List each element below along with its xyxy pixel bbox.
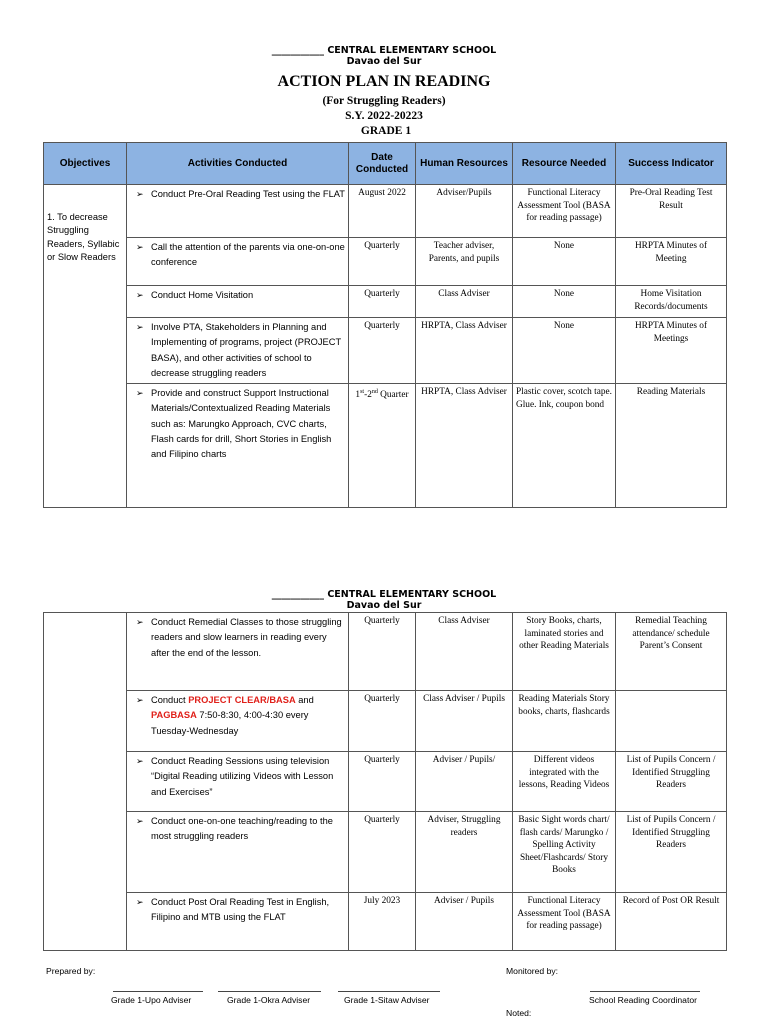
column-header: Date Conducted [349, 143, 416, 185]
school-name: ___________ CENTRAL ELEMENTARY SCHOOL [271, 45, 497, 56]
arrow-bullet-icon: ➢ [136, 388, 144, 399]
noted-label: Noted: [506, 1008, 532, 1018]
human-resources-cell: Adviser / Pupils/ [416, 752, 513, 812]
page-title: ACTION PLAN IN READING [277, 73, 491, 90]
indicator-cell: Reading Materials [616, 384, 727, 508]
arrow-bullet-icon: ➢ [136, 695, 144, 705]
indicator-cell: Remedial Teaching attendance/ schedule Parent’s Consent [616, 613, 727, 691]
human-resources-cell: Adviser, Struggling readers [416, 812, 513, 893]
arrow-bullet-icon: ➢ [136, 322, 144, 332]
action-plan-table-2 [43, 612, 727, 951]
resource-cell: Plastic cover, scotch tape. Glue. Ink, coupon bond [513, 384, 616, 508]
table-row [44, 286, 727, 318]
prepared-by-label: Prepared by: [46, 966, 96, 976]
activity-cell: ➢ Conduct Home Visitation [127, 286, 349, 318]
signature-line [590, 991, 700, 992]
signature-line [113, 991, 203, 992]
date-cell: 1st-2nd Quarter [349, 384, 416, 508]
human-resources-cell: HRPTA, Class Adviser [416, 318, 513, 384]
date-cell: Quarterly [349, 613, 416, 691]
date-cell: Quarterly [349, 238, 416, 286]
indicator-cell: List of Pupils Concern / Identified Struggling Readers [616, 752, 727, 812]
resource-cell: Functional Literacy Assessment Tool (BASA for reading passage) [513, 185, 616, 238]
arrow-bullet-icon: ➢ [136, 189, 144, 199]
arrow-bullet-icon: ➢ [136, 617, 144, 627]
column-header: Resource Needed [513, 143, 616, 185]
objective-cell-blank [44, 613, 127, 951]
date-cell: July 2023 [349, 893, 416, 951]
human-resources-cell: Class Adviser [416, 286, 513, 318]
date-cell: Quarterly [349, 752, 416, 812]
resource-cell: Basic Sight words chart/ flash cards/ Marungko / Spelling Activity Sheet/Flashcards/ Story Books [513, 812, 616, 893]
resource-cell: None [513, 286, 616, 318]
table-row [44, 812, 727, 893]
signatory-coordinator: School Reading Coordinator [589, 995, 697, 1005]
column-header: Success Indicator [616, 143, 727, 185]
school-name-page2: ___________ CENTRAL ELEMENTARY SCHOOL [271, 589, 497, 600]
column-header: Objectives [44, 143, 127, 185]
signatory-okra: Grade 1-Okra Adviser [227, 995, 311, 1005]
human-resources-cell: Adviser / Pupils [416, 893, 513, 951]
school-year: S.Y. 2022-20223 [345, 110, 423, 122]
province: Davao del Sur [346, 56, 422, 67]
date-cell: Quarterly [349, 691, 416, 752]
resource-cell: Story Books, charts, laminated stories and other Reading Materials [513, 613, 616, 691]
table-row [44, 318, 727, 384]
indicator-cell: Home Visitation Records/documents [616, 286, 727, 318]
human-resources-cell: Class Adviser [416, 613, 513, 691]
resource-cell: None [513, 238, 616, 286]
table-row [44, 185, 727, 238]
activity-cell: ➢ Conduct PROJECT CLEAR/BASA and PAGBASA 7:50-8:30, 4:00-4:30 every Tuesday-Wednesday [127, 691, 349, 752]
table-row [44, 893, 727, 951]
table-row [44, 384, 727, 508]
page-subtitle: (For Struggling Readers) [322, 95, 446, 107]
arrow-bullet-icon: ➢ [136, 816, 144, 826]
indicator-cell: HRPTA Minutes of Meeting [616, 238, 727, 286]
indicator-cell [616, 691, 727, 752]
activity-cell: ➢ Conduct Remedial Classes to those struggling readers and slow learners in reading every after the end of the lesson. [127, 613, 349, 691]
arrow-bullet-icon: ➢ [136, 290, 144, 300]
column-header: Human Resources [416, 143, 513, 185]
signature-line [218, 991, 321, 992]
human-resources-cell: Class Adviser / Pupils [416, 691, 513, 752]
resource-cell: None [513, 318, 616, 384]
activity-cell: ➢ Conduct one-on-one teaching/reading to the most struggling readers [127, 812, 349, 893]
activity-cell: ➢ Involve PTA, Stakeholders in Planning and Implementing of programs, project (PROJECT BASA), and other activities of school to decrease struggling readers [127, 318, 349, 384]
resource-cell: Functional Literacy Assessment Tool (BASA for reading passage) [513, 893, 616, 951]
human-resources-cell: HRPTA, Class Adviser [416, 384, 513, 508]
activity-cell: ➢ Conduct Post Oral Reading Test in English, Filipino and MTB using the FLAT [127, 893, 349, 951]
date-cell: Quarterly [349, 286, 416, 318]
date-cell: Quarterly [349, 812, 416, 893]
activity-cell: ➢ Provide and construct Support Instructional Materials/Contextualized Reading Materials such as: Marungko Approach, CVC charts, Flash cards for drill, Short Stories in English and Filipino charts [127, 384, 349, 508]
table-row [44, 752, 727, 812]
monitored-by-label: Monitored by: [506, 966, 559, 976]
activity-cell: ➢ Conduct Reading Sessions using television “Digital Reading utilizing Videos with Lesson and Exercises” [127, 752, 349, 812]
human-resources-cell: Adviser/Pupils [416, 185, 513, 238]
signatory-sitaw: Grade 1-Sitaw Adviser [344, 995, 430, 1005]
date-cell: Quarterly [349, 318, 416, 384]
resource-cell: Different videos integrated with the lessons, Reading Videos [513, 752, 616, 812]
human-resources-cell: Teacher adviser, Parents, and pupils [416, 238, 513, 286]
indicator-cell: HRPTA Minutes of Meetings [616, 318, 727, 384]
activity-cell: ➢ Conduct Pre-Oral Reading Test using the FLAT [127, 185, 349, 238]
province-page2: Davao del Sur [346, 600, 422, 611]
arrow-bullet-icon: ➢ [136, 756, 144, 766]
column-header: Activities Conducted [127, 143, 349, 185]
table-row [44, 691, 727, 752]
indicator-cell: List of Pupils Concern / Identified Struggling Readers [616, 812, 727, 893]
grade-level: GRADE 1 [360, 125, 412, 137]
action-plan-table-1 [43, 142, 727, 508]
indicator-cell: Record of Post OR Result [616, 893, 727, 951]
arrow-bullet-icon: ➢ [136, 242, 144, 252]
indicator-cell: Pre-Oral Reading Test Result [616, 185, 727, 238]
signatory-upo: Grade 1-Upo Adviser [111, 995, 192, 1005]
table-header-row [44, 143, 727, 185]
signature-line [338, 991, 440, 992]
resource-cell: Reading Materials Story books, charts, flashcards [513, 691, 616, 752]
arrow-bullet-icon: ➢ [136, 897, 144, 907]
activity-cell: ➢ Call the attention of the parents via one-on-one conference [127, 238, 349, 286]
date-cell: August 2022 [349, 185, 416, 238]
objective-cell: 1. To decrease Struggling Readers, Syllabic or Slow Readers [44, 185, 127, 508]
table-row [44, 238, 727, 286]
table-row [44, 613, 727, 691]
